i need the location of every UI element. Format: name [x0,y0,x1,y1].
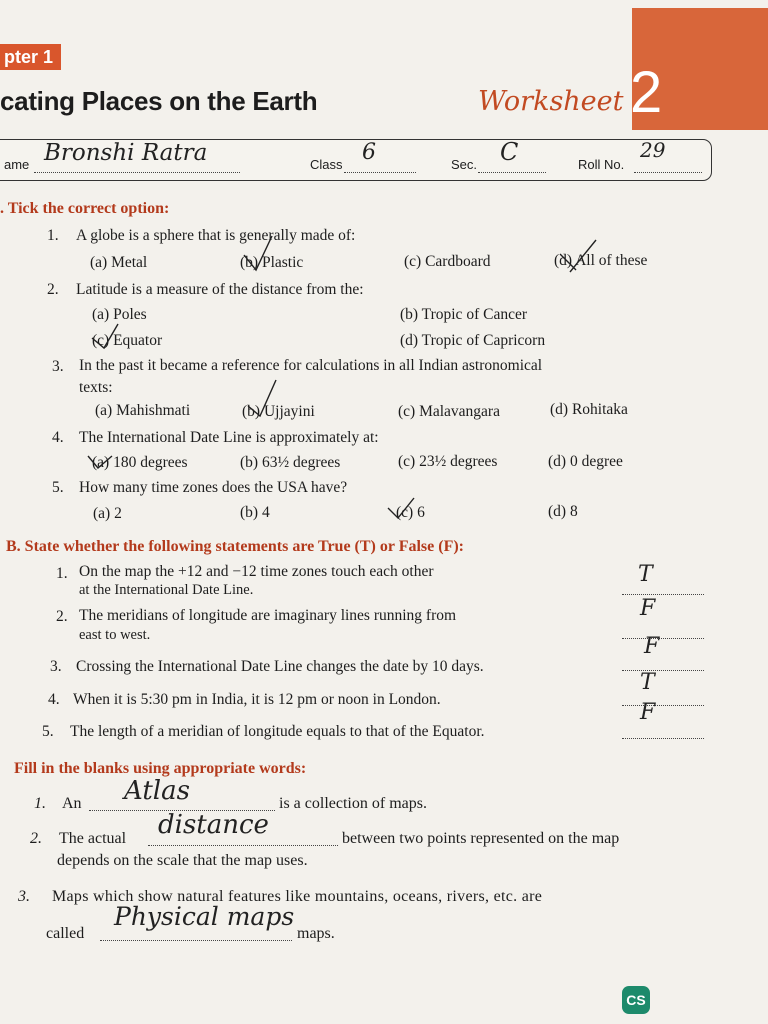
fill3-line2-before: called [46,925,85,942]
fill2-line [148,843,338,846]
tick-q1 [244,236,272,270]
q4-number: 4. [52,429,64,446]
tf1-answer-line [622,593,704,595]
q1-text: A globe is a sphere that is generally made of: [76,227,356,244]
q4-option-c[interactable]: (c) 23½ degrees [398,453,498,470]
roll-value[interactable]: 29 [640,138,666,162]
tf2-answer[interactable]: F [640,596,656,621]
class-label: Class [310,157,343,172]
q2-option-b[interactable]: (b) Tropic of Cancer [400,306,527,323]
fill2-number: 2. [30,830,42,847]
fill3-answer[interactable]: Physical maps [114,902,295,931]
q4-option-a[interactable]: (a) 180 degrees [92,454,188,471]
tf3-answer[interactable]: F [644,634,660,659]
fill1-before: An [62,795,82,812]
q2-option-a[interactable]: (a) Poles [92,306,147,323]
tf3-answer-line [622,669,704,671]
tf4-answer-line [622,704,704,706]
q5-number: 5. [52,479,64,496]
roll-line [634,170,702,173]
name-value[interactable]: Bronshi Ratra [44,140,208,166]
q3-text: In the past it became a reference for calculations in all Indian astronomical [79,357,543,374]
fill2-line2: depends on the scale that the map uses. [57,852,308,869]
cross-q1 [560,240,596,272]
fill1-answer[interactable]: Atlas [124,776,190,806]
tf5-answer-line [622,737,704,739]
class-value[interactable]: 6 [362,140,376,165]
q5-option-a[interactable]: (a) 2 [93,505,122,522]
section-a-heading: . Tick the correct option: [0,200,170,217]
fill3-after: maps. [297,925,335,942]
sec-label: Sec. [451,157,478,172]
q2-option-d[interactable]: (d) Tropic of Capricorn [400,332,546,349]
q4-text: The International Date Line is approximately at: [79,429,379,446]
q1-option-c[interactable]: (c) Cardboard [404,253,491,270]
tf4-answer[interactable]: T [640,670,655,695]
fill3-number: 3. [18,888,30,905]
q1-option-d[interactable]: (d) All of these [554,252,648,269]
q3-option-a[interactable]: (a) Mahishmati [95,402,191,419]
tf1-text: On the map the +12 and −12 time zones touch each other [79,563,434,580]
q3-text-continued: texts: [79,379,113,396]
q3-number: 3. [52,358,64,375]
fill2-before: The actual [59,830,127,847]
q5-option-d[interactable]: (d) 8 [548,503,578,520]
q4-option-d[interactable]: (d) 0 degree [548,453,623,470]
sec-value[interactable]: C [500,138,519,166]
page-title: cating Places on the Earth [0,86,318,116]
tick-q5 [388,498,414,518]
q1-option-a[interactable]: (a) Metal [90,254,148,271]
tf1-answer[interactable]: T [638,562,653,587]
q5-option-c[interactable]: (c) 6 [396,504,425,521]
camscanner-badge: CS [622,986,650,1014]
q1-number: 1. [47,227,59,244]
section-b-heading: B. State whether the following statements are True (T) or False (F): [6,538,464,555]
tf4-text: When it is 5:30 pm in India, it is 12 pm or noon in London. [73,691,441,708]
q2-number: 2. [47,281,59,298]
tf1-number: 1. [56,565,68,582]
fill1-after: is a collection of maps. [279,795,427,812]
worksheet-label: Worksheet [478,86,624,117]
q4-option-b[interactable]: (b) 63½ degrees [240,454,341,471]
q3-option-d[interactable]: (d) Rohitaka [550,401,628,418]
q5-option-b[interactable]: (b) 4 [240,504,270,521]
tf5-text: The length of a meridian of longitude equals to that of the Equator. [70,723,485,740]
q3-option-c[interactable]: (c) Malavangara [398,403,500,420]
fill3-before: Maps which show natural features like mountains, oceans, rivers, etc. are [52,888,543,905]
q5-text: How many time zones does the USA have? [79,479,348,496]
q2-text: Latitude is a measure of the distance from the: [76,281,364,298]
name-line [34,170,240,173]
sec-line [478,170,546,173]
section-c-heading: Fill in the blanks using appropriate words: [14,760,307,777]
name-label: ame [4,157,30,172]
q2-option-c[interactable]: (c) Equator [92,332,163,349]
tf5-answer[interactable]: F [640,700,656,725]
tick-q4 [88,456,112,468]
tf3-text: Crossing the International Date Line changes the date by 10 days. [76,658,484,675]
tick-q3 [248,380,276,416]
tf2-text: The meridians of longitude are imaginary lines running from [79,607,457,624]
answer-ticks [0,220,768,530]
roll-label: Roll No. [578,157,625,172]
q3-option-b[interactable]: (b) Ujjayini [242,403,315,420]
fill2-answer[interactable]: distance [158,810,269,840]
fill2-after: between two points represented on the map [342,830,620,847]
tick-q2 [92,324,118,348]
tf4-number: 4. [48,691,60,708]
class-line [344,170,416,173]
tf2-answer-line [622,637,704,639]
tf3-number: 3. [50,658,62,675]
tf1-text-continued: at the International Date Line. [79,582,254,598]
tf5-number: 5. [42,723,54,740]
q1-option-b[interactable]: (b) Plastic [240,254,304,271]
tf2-text-continued: east to west. [79,627,151,643]
tf2-number: 2. [56,608,68,625]
chapter-label: pter 1 [0,44,61,70]
fill1-number: 1. [34,795,46,812]
fill3-line [100,938,292,941]
worksheet-number: 2 [630,60,663,125]
